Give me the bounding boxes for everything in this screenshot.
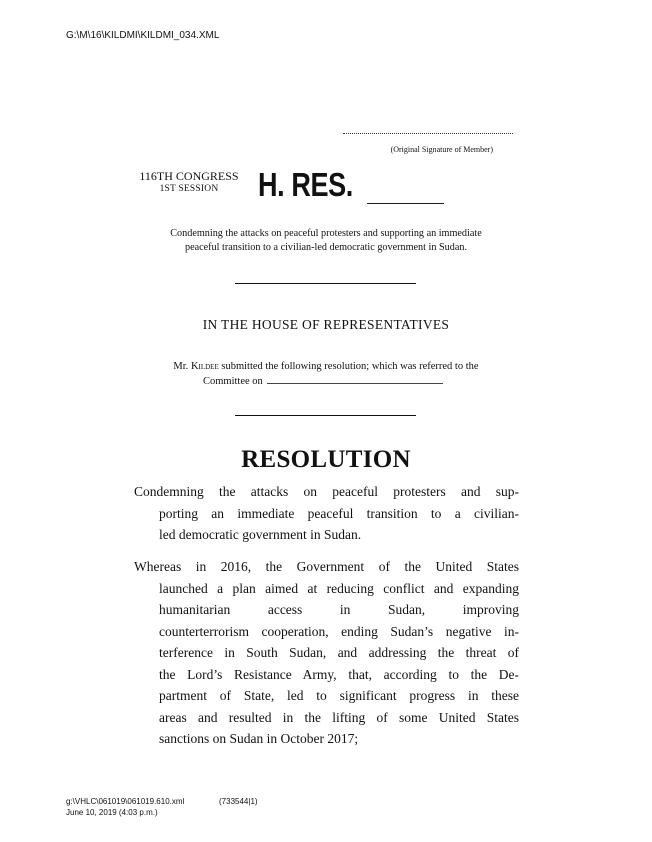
chamber-title: IN THE HOUSE OF REPRESENTATIVES: [202, 317, 450, 332]
text-line: sanctions on Sudan in October 2017;: [159, 731, 359, 746]
member-prefix: Mr.: [173, 361, 191, 372]
bill-number-blank: [367, 203, 444, 204]
bill-type-title: H. RES.: [258, 166, 353, 203]
text-line: partment of State, led to significant progress in these: [159, 688, 519, 703]
session-label: 1ST SESSION: [159, 184, 219, 194]
committee-label: Committee on: [203, 376, 263, 387]
footer-date: June 10, 2019 (4:03 p.m.): [66, 808, 158, 817]
text-line: terference in South Sudan, and addressing the threat of: [159, 645, 519, 660]
whereas-paragraph: [134, 556, 519, 750]
text-line: led democratic government in Sudan.: [159, 527, 362, 542]
resolution-title: RESOLUTION: [241, 446, 411, 473]
submission-text: submitted the following resolution; which was referred to the: [218, 361, 479, 372]
file-path-header: G:\M\16\KILDMI\KILDMI_034.XML: [66, 30, 220, 41]
submission-line: [140, 360, 512, 374]
preamble-paragraph: [134, 481, 519, 546]
summary-line: Condemning the attacks on peaceful protesters and supporting an immediate: [170, 228, 482, 239]
page-footer: [66, 796, 258, 818]
congress-session-block: [135, 170, 243, 196]
congress-label: 116TH CONGRESS: [139, 169, 239, 183]
divider-rule: [235, 283, 416, 284]
divider-rule: [235, 415, 416, 416]
text-line: Condemning the attacks on peaceful protesters and sup-: [134, 484, 519, 499]
text-line: areas and resulted in the lifting of some United States: [159, 709, 519, 725]
signature-line: [343, 133, 513, 134]
footer-file: g:\VHLC\061019\061019.610.xml: [66, 797, 185, 806]
text-line: counterterrorism cooperation, ending Sudan’s negative in-: [159, 623, 519, 639]
text-line: humanitarian access in Sudan, improving: [159, 602, 519, 617]
submission-statement: [140, 360, 512, 389]
text-line: porting an immediate peaceful transition to a civilian-: [159, 505, 519, 521]
text-line: the Lord’s Resistance Army, that, according to the De-: [159, 666, 519, 682]
committee-line: [140, 374, 512, 389]
footer-id: (733544|1): [219, 797, 258, 806]
signature-label: (Original Signature of Member): [390, 145, 493, 154]
text-line: launched a plan aimed at reducing conflict and expanding: [159, 580, 519, 596]
member-name: Kildee: [190, 361, 219, 372]
text-line: Whereas in 2016, the Government of the United States: [134, 559, 519, 574]
summary-title: [130, 227, 522, 255]
summary-line: peaceful transition to a civilian-led democratic government in Sudan.: [184, 242, 468, 253]
committee-blank: [267, 374, 443, 384]
